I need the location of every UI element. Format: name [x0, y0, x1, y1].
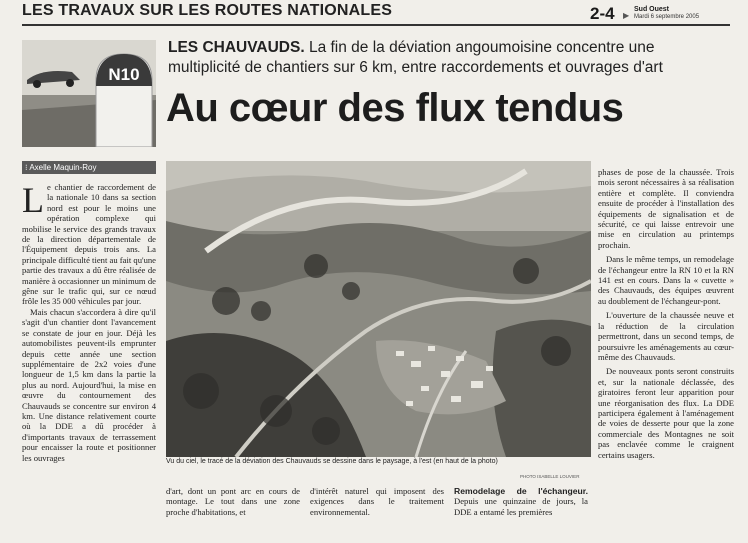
kicker: [168, 38, 728, 78]
byline: [22, 161, 156, 174]
kicker-bold: LES CHAUVAUDS.: [168, 39, 305, 56]
byline-marker: ⁝: [25, 163, 28, 172]
subheading: Remodelage de l'échangeur.: [454, 486, 588, 496]
road-marker-photo: [22, 40, 156, 147]
body-paragraph: Depuis une quinzaine de jours, la DDE a entamé les premières: [454, 496, 588, 517]
photo-caption: Vu du ciel, le tracé de la déviation des Chauvauds se dessine dans le paysage, à l'est (en haut de la photo): [166, 458, 498, 465]
body-paragraph: L'ouverture de la chaussée neuve et la réduction de la circulation permettront, dans un second temps, de poursuivre les aménagements au cœur-même des Chauvauds.: [598, 310, 734, 362]
body-paragraph: De nouveaux ponts seront construits et, sur la nationale déclassée, des giratoires feront leur apparition pour une réorganisation des flux. La DDE participera également à l'aménagement de voies de desserte pour que la zone commerciale des Montagnes ne soit pas enclavée comme le craignent certains usagers.: [598, 366, 734, 460]
photo-credit: PHOTO ISABELLE LOUVIER: [520, 474, 580, 479]
header-rule: [22, 24, 730, 26]
body-column-3: [310, 486, 444, 517]
body-paragraph: phases de pose de la chaussée. Trois mois seront nécessaires à sa réalisation entière et complète. Il conviendra ensuite de procéder à l'installation des équipements de signalisation et de sécurité, ce qui laisse entrevoir une mise en circulation au printemps prochain.: [598, 167, 734, 250]
headline: Au cœur des flux tendus: [166, 86, 624, 130]
section-rubric: LES TRAVAUX SUR LES ROUTES NATIONALES: [22, 2, 393, 19]
publication-date: Mardi 6 septembre 2005: [634, 14, 700, 20]
body-column-2: [166, 486, 300, 517]
body-paragraph: Mais chacun s'accordera à dire qu'il s'agit d'un chantier dont l'avancement se constate de jour en jour. Déjà les automobilistes peuvent-ils emprunter depuis cette année une section supplémentaire de 2x2 voies d'une longueur de 1,5 km dans la partie la plus au nord. Aujourd'hui, la mise en œuvre du contournement des Chauvauds se concentre sur environ 4 km. Une distance relativement courte où la DDE a dû procéder à d'importants travaux de terrassement pour encaisser la route et positionner les ouvrages: [22, 306, 156, 463]
dropcap: L: [22, 180, 44, 220]
byline-author: Axelle Maquin-Roy: [29, 163, 97, 172]
kicker-text: La fin de la déviation angoumoisine concentre une multiplicité de chantiers sur 6 km, entre raccordements et ouvrages d'art: [168, 39, 663, 76]
body-paragraph: e chantier de raccordement de la nationale 10 dans sa section nord est pour le moins une opération complexe qui mobilise le service des grands travaux de la direction départementale de l'Équipement depuis trois ans. La principale difficulté tient au fait qu'une partie des travaux a dû être réalisée de manière à occasionner un minimum de gêne sur le trafic qui, sur ce nœud frôle les 35 000 véhicules par jour.: [22, 182, 156, 307]
body-column-5: [598, 167, 734, 464]
body-paragraph: d'intérêt naturel qui imposent des exigences dans le traitement environnemental.: [310, 486, 444, 517]
publication-name: Sud Ouest: [634, 6, 670, 13]
arrow-icon: ▶: [623, 11, 630, 20]
page-number: 2-4: [590, 4, 615, 23]
body-paragraph: Dans le même temps, un remodelage de l'échangeur entre la RN 10 et la RN 141 est en cours. Dans la « cuvette » des Chauvauds, des équipes œuvrent au doublement de l'échangeur-pont.: [598, 254, 734, 306]
sign-text: N10: [108, 65, 140, 84]
body-column-1: [22, 182, 156, 463]
body-column-4: [454, 486, 588, 517]
body-paragraph: d'art, dont un pont arc en cours de montage. Le tout dans une zone proche d'habitations, et: [166, 486, 300, 517]
aerial-photo: [166, 161, 591, 457]
